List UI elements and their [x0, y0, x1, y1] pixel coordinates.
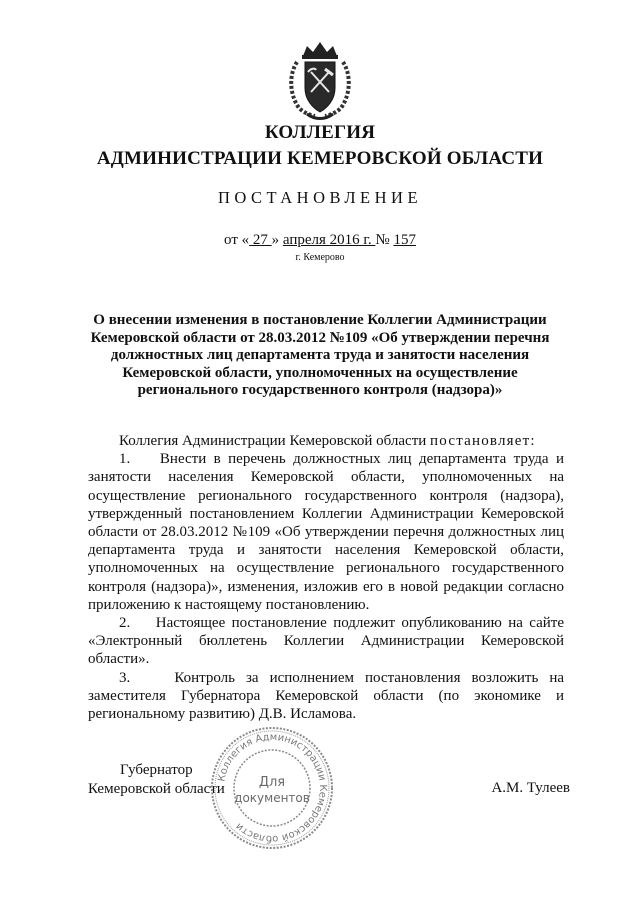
paragraph-1: 1. Внести в перечень должностных лиц департамента труда и занятости населения Кемеровской области, уполномоченных на осуществление регионального государственного контроля (надзора), утвержденный постановлением Коллегии Администрации Кемеровской области от 28.03.2012 №109 «Об утверждении перечня должностных лиц департамента труда и занятости населения Кемеровской области, уполномоченных на осуществление регионального государственного контроля (надзора)», изменения, изложив его в новой редакции согласно приложению к настоящему постановлению. [88, 451, 564, 613]
intro-paragraph [88, 432, 564, 450]
stamp-center-line2: документов [234, 791, 310, 805]
date-prefix: от « [224, 232, 250, 248]
date-line [0, 232, 640, 249]
paragraph-2: 2. Настоящее постановление подлежит опубликованию на сайте «Электронный бюллетень Коллегии Администрации Кемеровской области». [88, 615, 564, 668]
document-number: 157 [393, 232, 416, 248]
org-title-line1: КОЛЛЕГИЯ [264, 122, 376, 143]
signatory-title-line1: Губернатор [120, 762, 193, 778]
intro-verb: постановляет: [430, 433, 536, 449]
paragraph-3: 3. Контроль за исполнением постановления возложить на заместителя Губернатора Кемеровской области (по экономике и региональному развитию) Д.В. Исламова. [88, 669, 564, 723]
number-label: № [375, 232, 394, 248]
coat-of-arms-icon [285, 40, 355, 122]
stamp-center-line1: Для [258, 775, 286, 790]
date-mid: » [271, 232, 283, 248]
document-title: О внесении изменения в постановление Коллегии Администрации Кемеровской области от 28.03.2012 №109 «Об утверждении перечня должностных лиц департамента труда и занятости населения Кемеровской области, уполномоченных на осуществление регионального государственного контроля (надзора)» [90, 312, 550, 398]
document-type: ПОСТАНОВЛЕНИЕ [217, 188, 423, 207]
city-label: г. Кемерово [295, 252, 345, 263]
signatory-name: А.М. Тулеев [491, 780, 570, 796]
org-title-line2: АДМИНИСТРАЦИИ КЕМЕРОВСКОЙ ОБЛАСТИ [96, 148, 544, 169]
document-body [88, 432, 564, 723]
stamp-ring-text: Коллегия Администрации Кемеровской области [216, 731, 329, 845]
date-day: 27 [249, 232, 272, 248]
official-stamp-icon [208, 724, 336, 852]
signatory-title-line2: Кемеровской области [88, 781, 225, 797]
signatory-title [88, 761, 228, 799]
intro-lead: Коллегия Администрации Кемеровской области [119, 433, 431, 449]
date-month-year: апреля 2016 г. [282, 232, 376, 248]
